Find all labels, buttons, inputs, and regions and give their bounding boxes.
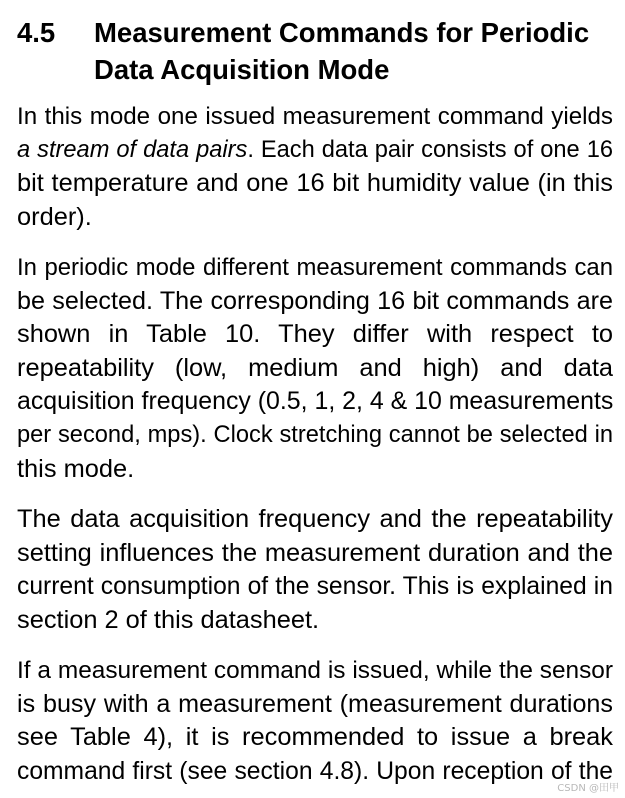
section-title-line-2: Data Acquisition Mode: [94, 54, 390, 85]
paragraph-4: [17, 654, 613, 788]
paragraph-3-line-1: The data acquisition frequency and the repeatability: [17, 505, 613, 533]
paragraph-4-line-3: see Table 4), it is recommended to issue a break: [17, 723, 613, 752]
paragraph-1-line-4: order).: [17, 202, 92, 231]
paragraph-2: [17, 251, 613, 486]
paragraph-2-line-2: be selected. The corresponding 16 bit commands are: [17, 286, 613, 315]
paragraph-1-italic-phrase: a stream of data pairs: [17, 136, 248, 163]
paragraph-2-line-7: this mode.: [17, 454, 135, 483]
paragraph-4-line-4: command first (see section 4.8). Upon reception of the: [17, 757, 613, 785]
paragraph-3-line-3: current consumption of the sensor. This is explained in: [17, 573, 613, 601]
paragraph-2-line-4: repeatability (low, medium and high) and data: [17, 353, 613, 382]
paragraph-2-line-1: In periodic mode different measurement commands can: [17, 254, 613, 281]
document-page: [17, 14, 614, 785]
paragraph-4-line-1: If a measurement command is issued, while the sensor: [17, 657, 613, 684]
watermark: CSDN @田甲: [557, 783, 619, 794]
section-heading-row-1: [17, 14, 613, 51]
paragraph-1: [17, 100, 613, 234]
section-heading-row-2: [17, 51, 613, 88]
paragraph-1-line-2-rest: . Each data pair consists of one 16: [247, 136, 613, 163]
paragraph-1-line-2: [17, 134, 613, 168]
paragraph-3-line-2: setting influences the measurement duration and the: [17, 538, 613, 567]
paragraph-2-line-6: per second, mps). Clock stretching cannot be selected in: [17, 421, 613, 448]
paragraph-1-line-1: In this mode one issued measurement command yields: [17, 103, 613, 130]
section-title-line-1: Measurement Commands for Periodic: [94, 17, 590, 48]
paragraph-3-line-4: section 2 of this datasheet.: [17, 605, 320, 634]
section-number: 4.5: [17, 17, 56, 48]
paragraph-3: [17, 503, 613, 637]
paragraph-2-line-5: acquisition frequency (0.5, 1, 2, 4 & 10 measurements: [17, 387, 614, 416]
paragraph-2-line-3: shown in Table 10. They differ with respect to: [17, 320, 613, 349]
section-heading: [17, 14, 613, 88]
paragraph-1-line-3: bit temperature and one 16 bit humidity value (in this: [17, 169, 613, 198]
paragraph-4-line-2: is busy with a measurement (measurement durations: [17, 689, 613, 718]
